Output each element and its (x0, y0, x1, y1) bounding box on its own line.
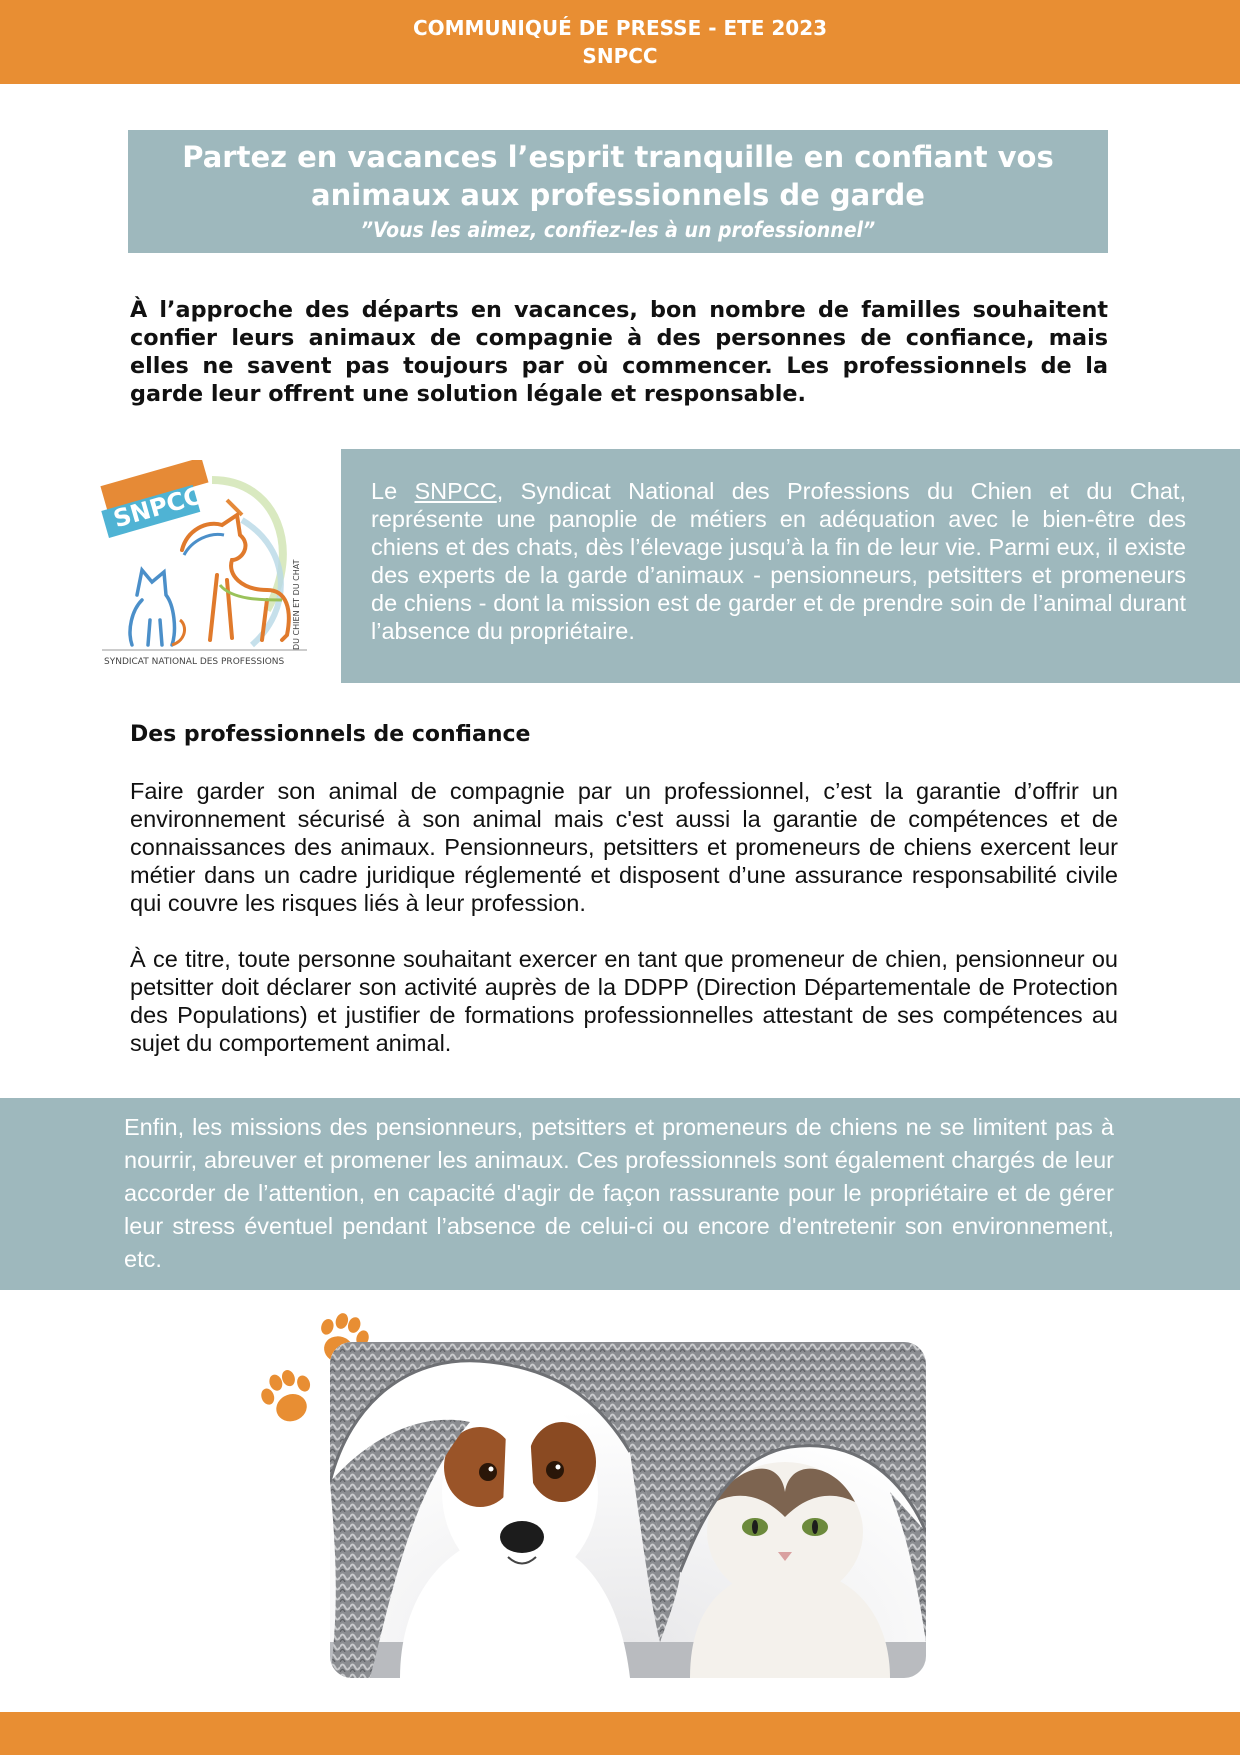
logo-name: SNPCC (110, 481, 205, 534)
snpcc-info-text (371, 477, 1186, 645)
section-paragraph-1: Faire garder son animal de compagnie par un professionnel, c’est la garantie d’offrir un environnement sécurisé à son animal mais c'est aussi la garantie de compétences et de connaissances des animaux. Pensionneurs, petsitters et promeneurs de chiens exercent leur métier dans un cadre juridique réglementé et disposent d’une assurance responsabilité civile qui couvre les risques liés à leur profession. (130, 778, 1118, 916)
missions-text: Enfin, les missions des pensionneurs, petsitters et promeneurs de chiens ne se limitent pas à nourrir, abreuver et promener les animaux. Ces professionnels sont également chargés de leur accorder de l’attention, en capacité d'agir de façon rassurante pour le propriétaire et de gérer leur stress éventuel pendant l’absence de celui-ci ou encore d'entretenir son environnement, etc. (124, 1114, 1114, 1272)
paw-print-icon (255, 1365, 321, 1431)
page-title-line2: animaux aux professionnels de garde (311, 178, 925, 212)
logo-caption: SYNDICAT NATIONAL DES PROFESSIONS (104, 657, 285, 667)
header-bar (0, 0, 1240, 84)
header-subtitle: SNPCC (582, 44, 658, 68)
header-title: COMMUNIQUÉ DE PRESSE - ETE 2023 (412, 16, 828, 40)
snpcc-link[interactable]: SNPCC (414, 478, 497, 504)
snpcc-info-box (341, 449, 1240, 683)
missions-box (0, 1098, 1240, 1290)
page-title (128, 138, 1108, 214)
snpcc-logo (92, 460, 322, 675)
intro-paragraph: À l’approche des départs en vacances, bon nombre de familles souhaitent confier leurs animaux de compagnie à des personnes de confiance, mais elles ne savent pas toujours par où commencer. Les professionnels de la garde leur offrent une solution légale et responsable. (130, 297, 1108, 407)
dog-and-cat-photo (330, 1342, 926, 1678)
section-paragraph-2: À ce titre, toute personne souhaitant exercer en tant que promeneur de chien, pensionneur ou petsitter doit déclarer son activité auprès de la DDPP (Direction Départementale de Protection des Populations) et justifier de formations professionnelles attestant de ses compétences au sujet du comportement animal. (130, 946, 1118, 1056)
logo-vertical-caption: DU CHIEN ET DU CHAT (292, 559, 301, 650)
snpcc-info-prefix: Le (371, 478, 415, 504)
section-heading: Des professionnels de confiance (130, 722, 531, 747)
footer-bar (0, 1712, 1240, 1755)
page-title-line1: Partez en vacances l’esprit tranquille en confiant vos (182, 140, 1054, 174)
page-subtitle: ”Vous les aimez, confiez-les à un professionnel” (360, 218, 876, 242)
snpcc-info-body: , Syndicat National des Professions du Chien et du Chat, représente une panoplie de métiers en adéquation avec le bien-être des chiens et des chats, dès l’élevage jusqu’à la fin de leur vie. Parmi eux, il existe des experts de la garde d’animaux - pensionneurs, petsitters et promeneurs de chiens - dont la mission est de garder et de prendre soin de l’animal durant l’absence du propriétaire. (371, 478, 1186, 644)
title-banner (128, 130, 1108, 253)
